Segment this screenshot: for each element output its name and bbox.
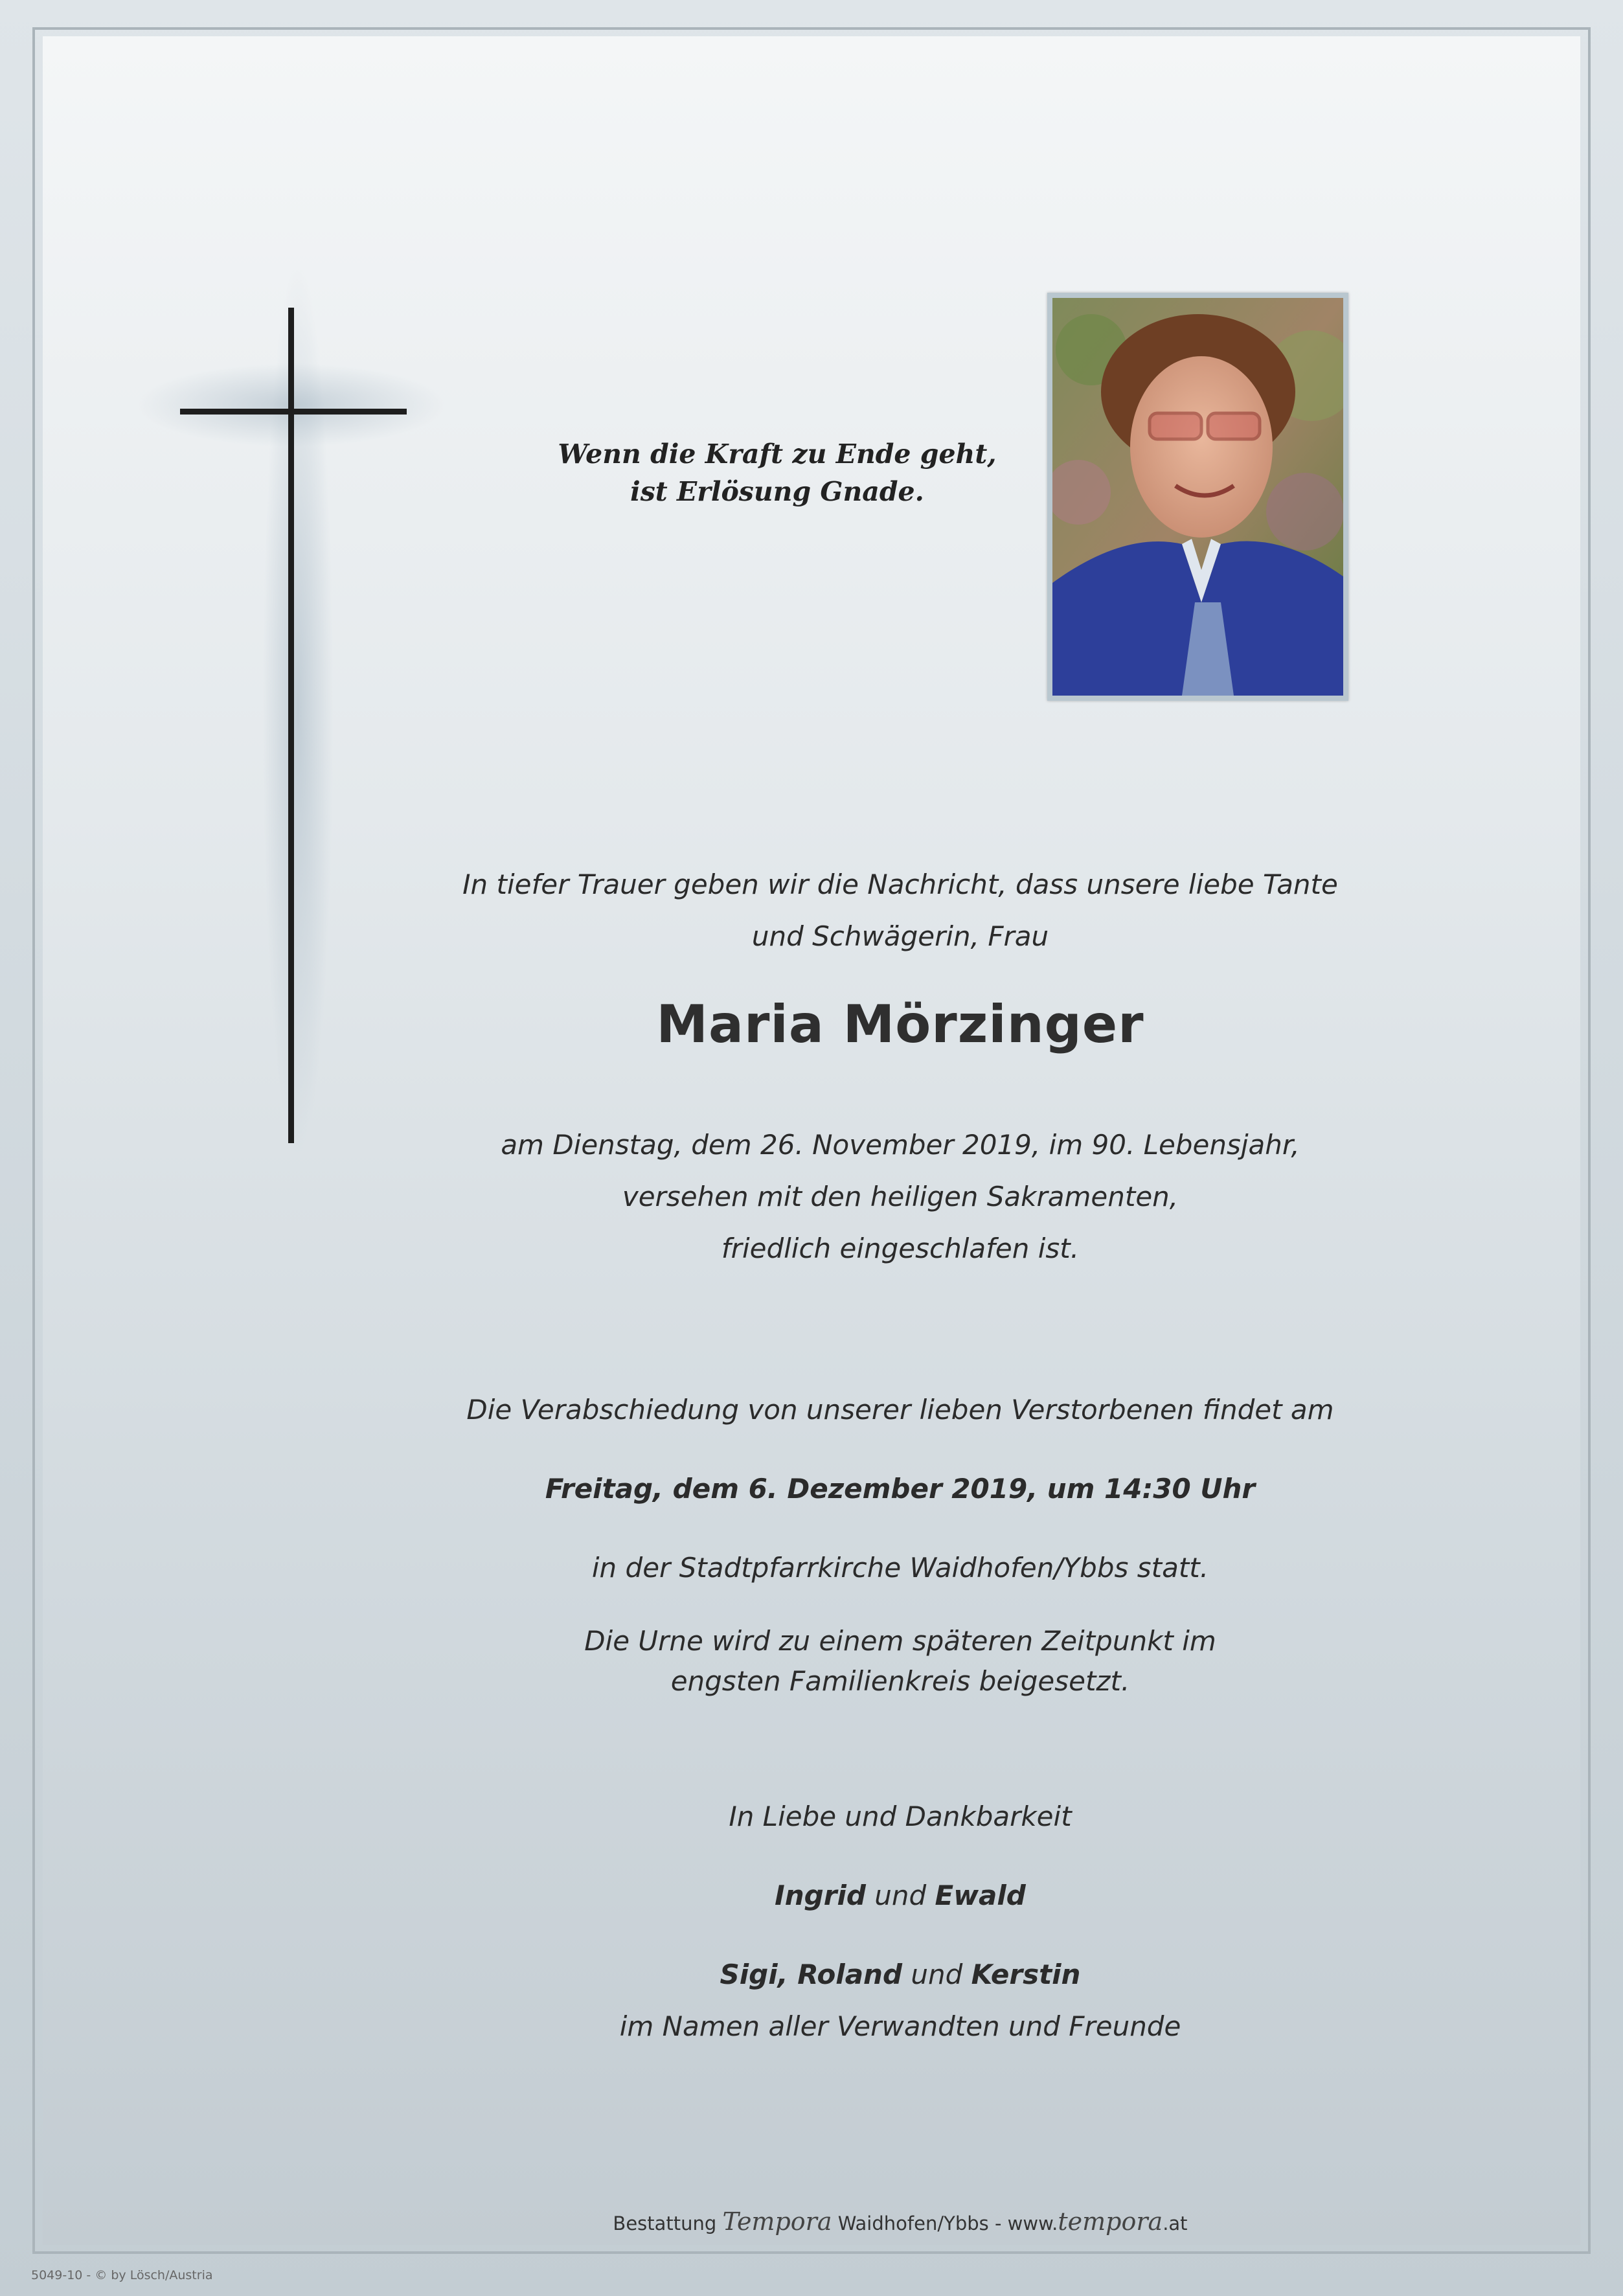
signoff bbox=[402, 1791, 1399, 2052]
footer-suffix: .at bbox=[1163, 2212, 1188, 2234]
signoff-conjunction: und bbox=[874, 1880, 927, 1911]
portrait-photo bbox=[1052, 298, 1343, 696]
deceased-name: Maria Mörzinger bbox=[656, 994, 1144, 1054]
signoff-name: Ingrid bbox=[775, 1880, 866, 1911]
signoff-group-2 bbox=[402, 1949, 1399, 2001]
signoff-name: Ewald bbox=[935, 1880, 1026, 1911]
death-line-1: am Dienstag, dem 26. November 2019, im 90. Lebensjahr, bbox=[501, 1129, 1300, 1161]
cross-vertical-bar bbox=[288, 308, 294, 1143]
farewell-place: in der Stadtpfarrkirche Waidhofen/Ybbs statt. bbox=[591, 1552, 1209, 1584]
footer-middle: Waidhofen/Ybbs - www. bbox=[837, 2212, 1058, 2234]
portrait-frame bbox=[1047, 293, 1348, 701]
intro-line-2: und Schwägerin, Frau bbox=[751, 920, 1049, 952]
cross-icon bbox=[155, 253, 427, 1159]
footer-prefix: Bestattung bbox=[613, 2212, 717, 2234]
urn-line-2: engsten Familienkreis beigesetzt. bbox=[670, 1665, 1130, 1697]
death-line-3: friedlich eingeschlafen ist. bbox=[721, 1233, 1080, 1264]
signoff-greeting: In Liebe und Dankbarkeit bbox=[729, 1801, 1072, 1832]
quote-line-2: ist Erlösung Gnade. bbox=[630, 476, 924, 507]
intro-line-1: In tiefer Trauer geben wir die Nachricht, dass unsere liebe Tante bbox=[462, 869, 1338, 900]
copyright-note: 5049-10 - © by Lösch/Austria bbox=[31, 2268, 213, 2282]
quote-line-1: Wenn die Kraft zu Ende geht, bbox=[558, 438, 997, 470]
signoff-name: Kerstin bbox=[971, 1959, 1081, 1990]
farewell-date: Freitag, dem 6. Dezember 2019, um 14:30 Uhr bbox=[545, 1473, 1256, 1505]
intro-text bbox=[402, 859, 1399, 962]
farewell-details bbox=[402, 1384, 1399, 1701]
farewell-intro: Die Verabschiedung von unserer lieben Verstorbenen findet am bbox=[466, 1394, 1334, 1426]
death-line-2: versehen mit den heiligen Sakramenten, bbox=[622, 1181, 1179, 1212]
signoff-conjunction: und bbox=[911, 1959, 963, 1990]
cross-horizontal-bar bbox=[180, 409, 407, 415]
signoff-group-1 bbox=[402, 1870, 1399, 1922]
footer-brand-logo: Tempora bbox=[722, 2207, 832, 2236]
signoff-name: Sigi, Roland bbox=[720, 1959, 903, 1990]
quote bbox=[453, 435, 1101, 510]
footer-brand-url: tempora bbox=[1058, 2207, 1163, 2236]
death-details bbox=[402, 1119, 1399, 1275]
signoff-closing: im Namen aller Verwandten und Freunde bbox=[619, 2010, 1181, 2042]
urn-line-1: Die Urne wird zu einem späteren Zeitpunkt im bbox=[584, 1625, 1216, 1657]
funeral-home-footer bbox=[402, 2207, 1399, 2236]
